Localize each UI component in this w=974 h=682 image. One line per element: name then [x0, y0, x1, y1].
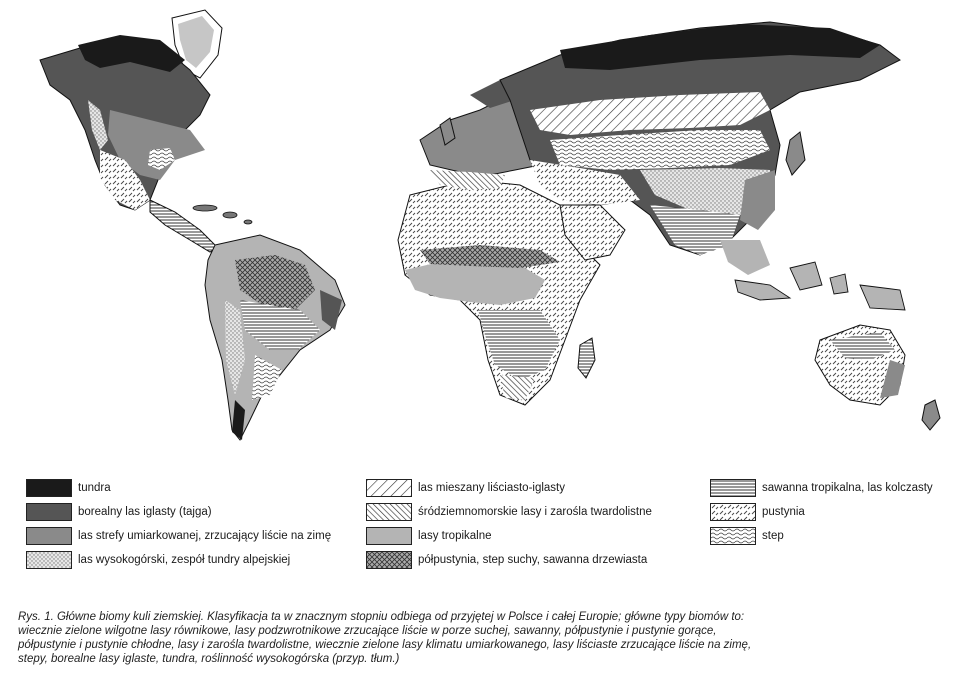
legend-label: las strefy umiarkowanej, zrzucający liście na zimę — [78, 530, 332, 542]
caribbean-islands — [193, 205, 252, 224]
legend-swatch-steppe — [710, 527, 756, 545]
legend-swatch-mixed — [366, 479, 412, 497]
legend-item-taiga — [26, 502, 212, 522]
legend-item-desert — [710, 502, 805, 522]
caption-line: Rys. 1. Główne biomy kuli ziemskiej. Klasyfikacja ta w znacznym stopniu odbiega od przyjętej w Polsce i całej Europie; główne typy biomów to: — [18, 611, 745, 623]
legend-swatch-alpine — [26, 551, 72, 569]
legend-label: las mieszany liściasto-iglasty — [418, 482, 565, 494]
australia — [815, 325, 905, 405]
legend-item-mediterranean — [366, 502, 652, 522]
legend-item-semidesert — [366, 550, 647, 570]
legend-swatch-mediterranean — [366, 503, 412, 521]
legend-item-alpine — [26, 550, 290, 570]
caption-line: półpustynie i pustynie chłodne, lasy i zarośla twardolistne, wiecznie zielone lasy klimatu umiarkowanego, lasy liściaste zrzucające liście na zimę, — [18, 639, 752, 651]
legend-swatch-semidesert — [366, 551, 412, 569]
legend-swatch-temperate — [26, 527, 72, 545]
new-zealand — [922, 400, 940, 430]
legend-label: tundra — [78, 482, 111, 494]
madagascar — [578, 338, 595, 378]
legend-swatch-taiga — [26, 503, 72, 521]
legend-item-savanna — [710, 478, 933, 498]
legend-swatch-tropical — [366, 527, 412, 545]
legend-swatch-desert — [710, 503, 756, 521]
figure-caption — [18, 610, 958, 666]
legend-label: śródziemnomorskie lasy i zarośla twardolistne — [418, 506, 652, 518]
legend-label: pustynia — [762, 506, 805, 518]
caption-line: stepy, borealne lasy iglaste, tundra, roślinność wysokogórska (przyp. tłum.) — [18, 653, 400, 665]
legend-swatch-tundra — [26, 479, 72, 497]
legend-label: półpustynia, step suchy, sawanna drzewiasta — [418, 554, 648, 566]
legend-swatch-savanna — [710, 479, 756, 497]
legend-item-tundra — [26, 478, 111, 498]
legend-label: step — [762, 530, 784, 542]
south-america — [205, 235, 345, 440]
caption-line: wiecznie zielone wilgotne lasy równikowe, lasy podzwrotnikowe zrzucające liście w porze suchej, sawanny, półpustynie i pustynie gorące, — [18, 625, 717, 637]
legend-item-steppe — [710, 526, 784, 546]
legend-item-mixed — [366, 478, 565, 498]
legend-item-temperate — [26, 526, 331, 546]
legend-label: lasy tropikalne — [418, 530, 492, 542]
legend-label: borealny las iglasty (tajga) — [78, 506, 212, 518]
legend-label: sawanna tropikalna, las kolczasty — [762, 482, 933, 494]
legend-item-tropical — [366, 526, 492, 546]
japan — [786, 132, 805, 175]
legend-label: las wysokogórski, zespół tundry alpejskiej — [78, 554, 291, 566]
